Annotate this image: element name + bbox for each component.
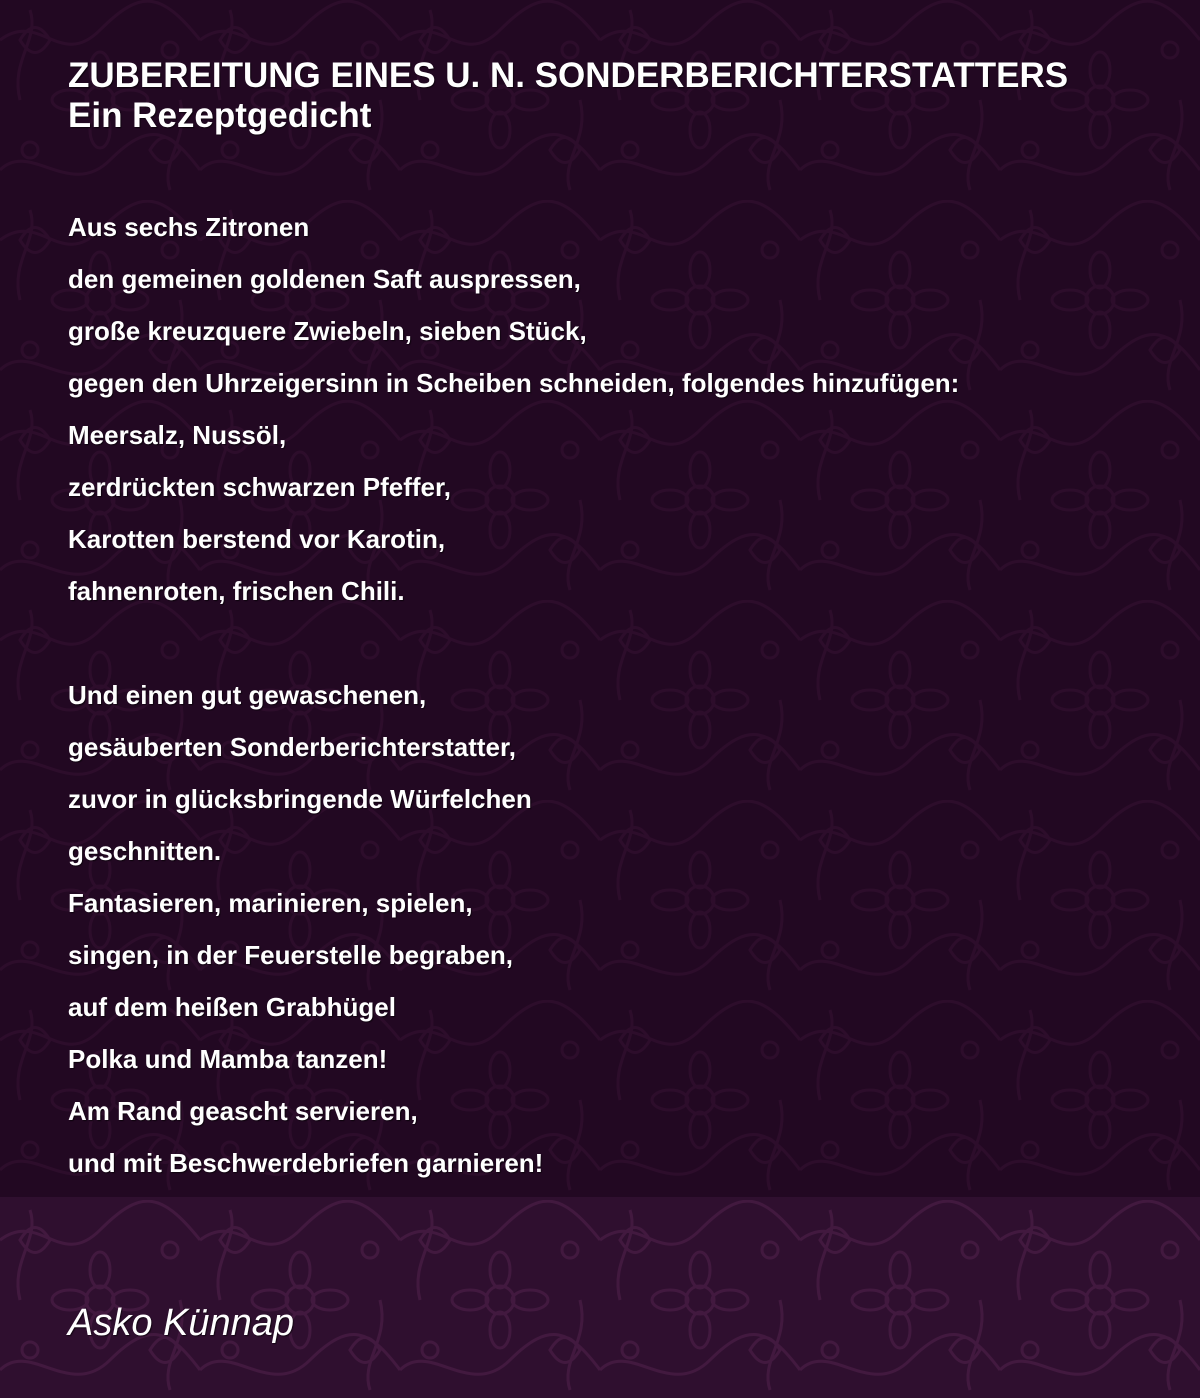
poem-line: große kreuzquere Zwiebeln, sieben Stück, (68, 316, 587, 346)
poem-subtitle: Ein Rezeptgedicht (68, 96, 372, 135)
poem-title-line-1: ZUBEREITUNG EINES U. N. SONDERBERICHTERSTATTERS (68, 56, 1069, 95)
poem-line: fahnenroten, frischen Chili. (68, 576, 405, 606)
poem-line: gesäuberten Sonderberichterstatter, (68, 732, 516, 762)
poem-line: Und einen gut gewaschenen, (68, 680, 427, 710)
stanza-1 (68, 207, 1188, 623)
poem-title (68, 56, 1200, 136)
poem-line: Meersalz, Nussöl, (68, 420, 287, 450)
stanza-2 (68, 675, 1188, 1195)
poem-line: Karotten berstend vor Karotin, (68, 524, 446, 554)
poem-line: gegen den Uhrzeigersinn in Scheiben schneiden, folgendes hinzufügen: (68, 368, 960, 398)
poem-line: Polka und Mamba tanzen! (68, 1044, 388, 1074)
poem-line: zuvor in glücksbringende Würfelchen (68, 784, 532, 814)
poem-line: Am Rand geascht servieren, (68, 1096, 418, 1126)
poem-line: auf dem heißen Grabhügel (68, 992, 396, 1022)
poem-line: zerdrückten schwarzen Pfeffer, (68, 472, 451, 502)
poem-author: Asko Künnap (68, 1302, 295, 1344)
poem-line: geschnitten. (68, 836, 222, 866)
poem-line: und mit Beschwerdebriefen garnieren! (68, 1148, 544, 1178)
poem-line: Aus sechs Zitronen (68, 212, 310, 242)
poem-line: den gemeinen goldenen Saft auspressen, (68, 264, 581, 294)
poem-line: Fantasieren, marinieren, spielen, (68, 888, 473, 918)
poem-line: singen, in der Feuerstelle begraben, (68, 940, 514, 970)
